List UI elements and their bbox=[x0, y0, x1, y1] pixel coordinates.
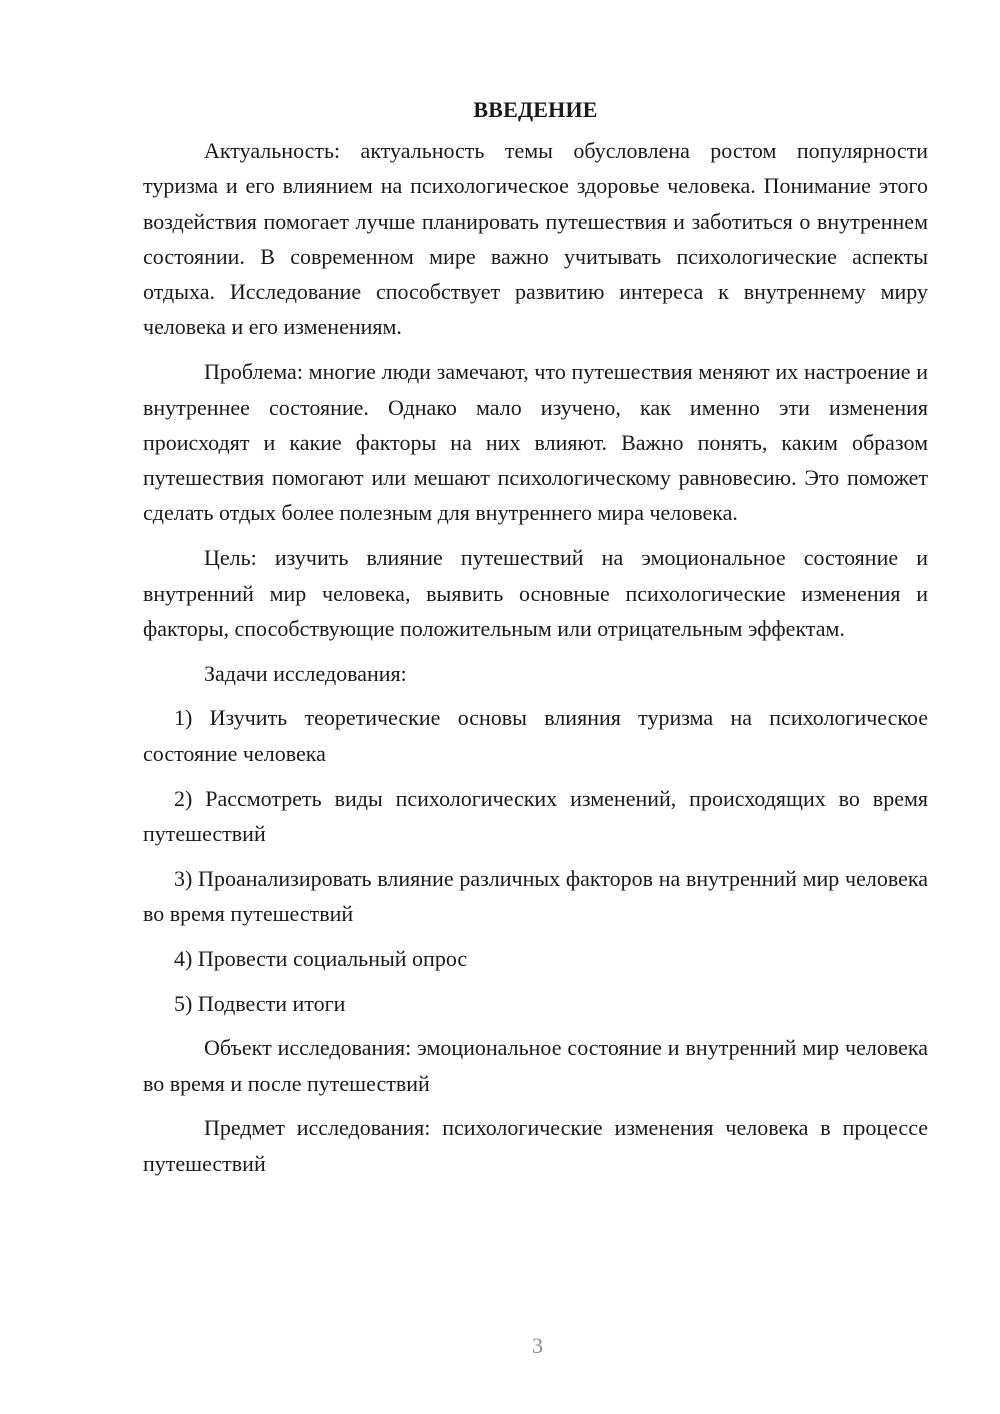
problem-paragraph: Проблема: многие люди замечают, что путешествия меняют их настроение и внутреннее состояние. Однако мало изучено, как именно эти изменения происходят и какие факторы на них влияют. Важно понять, каким образом путешествия помогают или мешают психологическому равновесию. Это поможет сделать отдых более полезным для внутреннего мира человека. bbox=[143, 359, 928, 526]
list-item: 3) Проанализировать влияние различных факторов на внутренний мир человека во время путешествий bbox=[143, 865, 928, 926]
relevance-paragraph: Актуальность: актуальность темы обусловлена ростом популярности туризма и его влиянием на психологическое здоровье человека. Понимание этого воздействия помогает лучше планировать путешествия и заботиться о внутреннем состоянии. В современном мире важно учитывать психологические аспекты отдыха. Исследование способствует развитию интереса к внутреннему миру человека и его изменениям. bbox=[143, 138, 928, 340]
tasks-list bbox=[143, 700, 928, 1020]
list-item: 2) Рассмотреть виды психологических изменений, происходящих во время путешествий bbox=[143, 785, 928, 846]
tasks-heading: Задачи исследования: bbox=[204, 660, 407, 686]
object-paragraph: Объект исследования: эмоциональное состояние и внутренний мир человека во время и после путешествий bbox=[143, 1035, 928, 1096]
page-title: ВВЕДЕНИЕ bbox=[473, 97, 598, 122]
list-item: 5) Подвести итоги bbox=[174, 990, 346, 1016]
list-item: 1) Изучить теоретические основы влияния туризма на психологическое состояние человека bbox=[143, 705, 928, 766]
list-item: 4) Провести социальный опрос bbox=[174, 945, 468, 971]
document-page bbox=[143, 92, 928, 1191]
goal-paragraph: Цель: изучить влияние путешествий на эмоциональное состояние и внутренний мир человека, выявить основные психологические изменения и факторы, способствующие положительным или отрицательным эффектам. bbox=[143, 545, 928, 641]
page-number: 3 bbox=[532, 1333, 543, 1358]
subject-paragraph: Предмет исследования: психологические изменения человека в процессе путешествий bbox=[143, 1115, 928, 1176]
